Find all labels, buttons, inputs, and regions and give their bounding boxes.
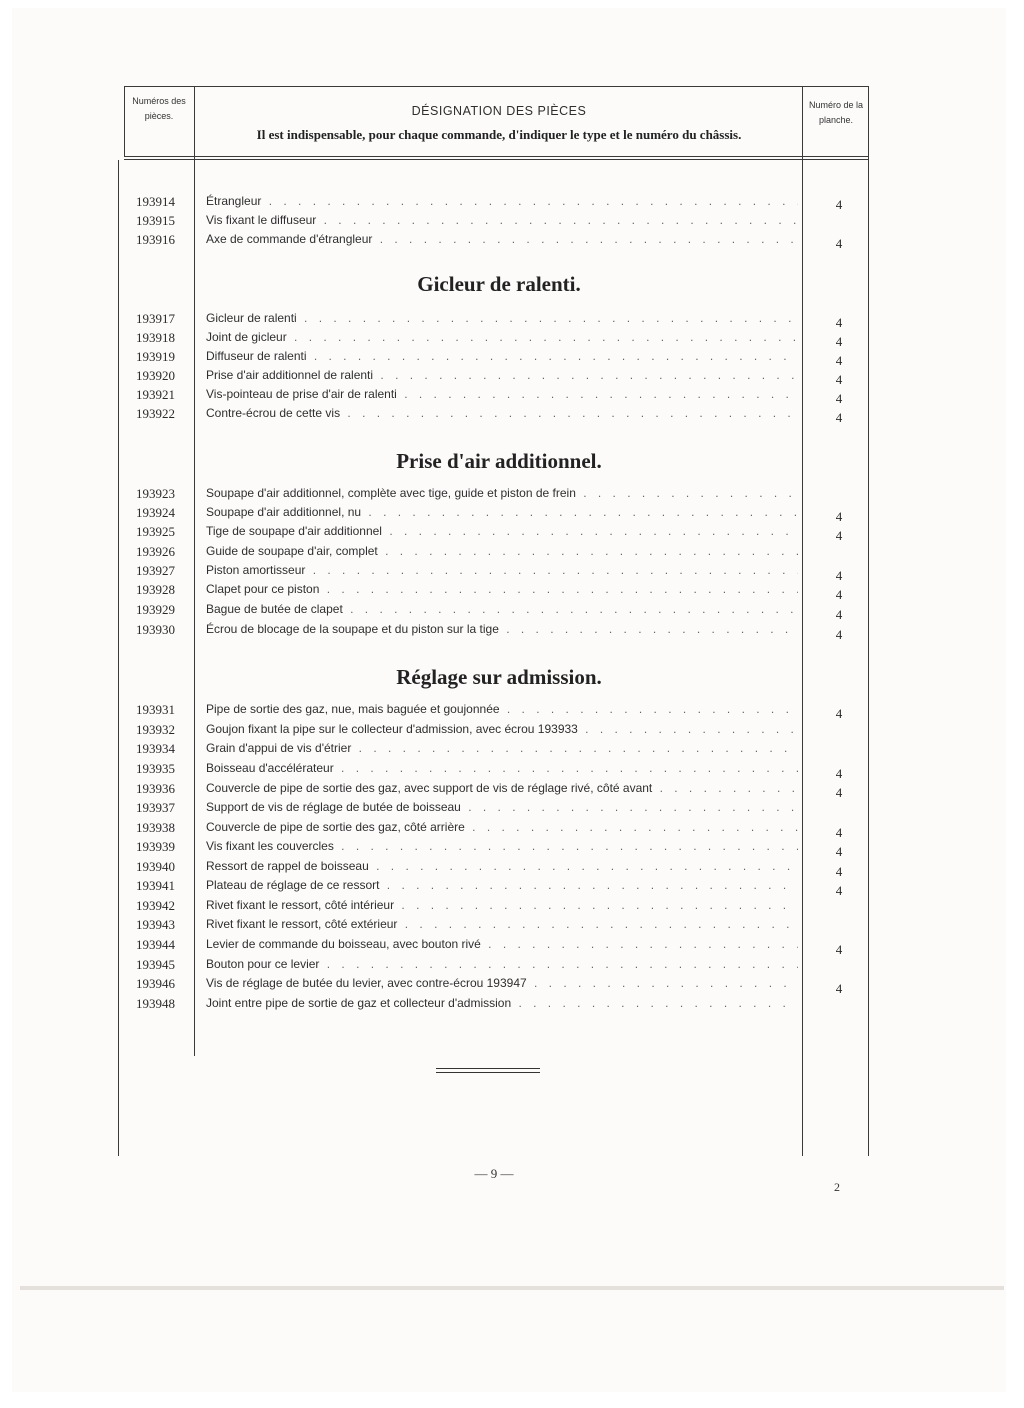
- table-row: [118, 859, 878, 878]
- table-row: [118, 937, 878, 956]
- table-row: [118, 976, 878, 995]
- part-number: 193937: [136, 800, 175, 815]
- part-designation: Goujon fixant la pipe sur le collecteur d'admission, avec écrou 193933 . . .: [206, 722, 798, 736]
- plate-number: 4: [835, 844, 843, 859]
- part-number: 193934: [136, 741, 175, 756]
- part-number: 193929: [136, 602, 175, 617]
- table-row: [118, 368, 878, 387]
- table-row: [118, 602, 878, 621]
- part-designation: Ressort de rappel de boisseau . . .: [206, 859, 798, 873]
- part-designation: Piston amortisseur . . .: [206, 563, 798, 577]
- part-designation: Vis-pointeau de prise d'air de ralenti . . .: [206, 387, 798, 401]
- part-number: 193946: [136, 976, 175, 991]
- part-designation: Vis fixant les couvercles . . .: [206, 839, 798, 853]
- part-designation: Boisseau d'accélérateur . . .: [206, 761, 798, 775]
- part-designation: Support de vis de réglage de butée de boisseau . . .: [206, 800, 798, 814]
- table-row: [118, 349, 878, 368]
- part-designation: Pipe de sortie des gaz, nue, mais baguée et goujonnée . . .: [206, 702, 798, 716]
- table-row: [118, 722, 878, 741]
- closing-rule-top: [436, 1068, 540, 1069]
- plate-number: 4: [835, 825, 843, 840]
- part-designation: Vis de réglage de butée du levier, avec contre-écrou 193947 . . .: [206, 976, 798, 990]
- part-number: 193926: [136, 544, 175, 559]
- closing-rule-bottom: [436, 1072, 540, 1073]
- part-designation: Axe de commande d'étrangleur . . .: [206, 232, 798, 246]
- table-row: [118, 820, 878, 839]
- section-title: Gicleur de ralenti.: [417, 272, 581, 296]
- part-number: 193930: [136, 622, 175, 637]
- table-row: [118, 702, 878, 721]
- table-row: [118, 582, 878, 601]
- part-number: 193935: [136, 761, 175, 776]
- table-row: [118, 957, 878, 976]
- part-number: 193948: [136, 996, 175, 1011]
- plate-number: 4: [835, 785, 843, 800]
- part-number: 193943: [136, 917, 175, 932]
- table-row: [118, 194, 878, 213]
- plate-number: 4: [835, 353, 843, 368]
- plate-number: 4: [835, 509, 843, 524]
- part-designation: Soupape d'air additionnel, complète avec tige, guide et piston de frein . . .: [206, 486, 798, 500]
- header-col-plate: Numéro de la planche.: [808, 100, 864, 125]
- signature-mark: 2: [834, 1180, 840, 1194]
- plate-number: 4: [835, 528, 843, 543]
- part-number: 193942: [136, 898, 175, 913]
- table-row: [118, 213, 878, 232]
- table-row: [118, 563, 878, 582]
- table-row: [118, 544, 878, 563]
- section-title: Réglage sur admission.: [396, 665, 602, 689]
- part-number: 193944: [136, 937, 175, 952]
- table-row: [118, 232, 878, 251]
- part-designation: Contre-écrou de cette vis . . .: [206, 406, 798, 420]
- header-bottom-border-2: [124, 159, 869, 160]
- part-designation: Vis fixant le diffuseur . . .: [206, 213, 798, 227]
- table-row: [118, 486, 878, 505]
- part-designation: Guide de soupape d'air, complet . . .: [206, 544, 798, 558]
- part-designation: Tige de soupape d'air additionnel . . .: [206, 524, 798, 538]
- plate-number: 4: [835, 864, 843, 879]
- plate-number: 4: [835, 410, 843, 425]
- part-number: 193924: [136, 505, 175, 520]
- part-designation: Étrangleur . . .: [206, 194, 798, 208]
- part-number: 193940: [136, 859, 175, 874]
- part-designation: Prise d'air additionnel de ralenti . . .: [206, 368, 798, 382]
- part-number: 193936: [136, 781, 175, 796]
- part-designation: Plateau de réglage de ce ressort . . .: [206, 878, 798, 892]
- header-note: Il est indispensable, pour chaque commande, d'indiquer le type et le numéro du châssis.: [256, 127, 742, 142]
- header-bottom-border: [124, 156, 869, 157]
- table-row: [118, 917, 878, 936]
- part-designation: Rivet fixant le ressort, côté intérieur . . .: [206, 898, 798, 912]
- part-designation: Bague de butée de clapet . . .: [206, 602, 798, 616]
- part-number: 193920: [136, 368, 175, 383]
- table-row: [118, 741, 878, 760]
- part-number: 193925: [136, 524, 175, 539]
- part-number: 193927: [136, 563, 175, 578]
- plate-number: 4: [835, 766, 843, 781]
- header-title: DÉSIGNATION DES PIÈCES: [411, 104, 587, 118]
- plate-number: 4: [835, 372, 843, 387]
- part-number: 193939: [136, 839, 175, 854]
- part-number: 193917: [136, 311, 175, 326]
- plate-number: 4: [835, 942, 843, 957]
- table-row: [118, 781, 878, 800]
- table-row: [118, 996, 878, 1015]
- table-row: [118, 898, 878, 917]
- table-top-border: [124, 86, 869, 87]
- part-number: 193918: [136, 330, 175, 345]
- part-number: 193928: [136, 582, 175, 597]
- paper-fold: [20, 1286, 1004, 1290]
- plate-number: 4: [835, 706, 843, 721]
- part-designation: Joint entre pipe de sortie de gaz et collecteur d'admission . . .: [206, 996, 798, 1010]
- table-row: [118, 524, 878, 543]
- plate-number: 4: [835, 883, 843, 898]
- plate-number: 4: [835, 315, 843, 330]
- part-number: 193915: [136, 213, 175, 228]
- part-designation: Soupape d'air additionnel, nu . . .: [206, 505, 798, 519]
- part-designation: Grain d'appui de vis d'étrier . . .: [206, 741, 798, 755]
- table-row: [118, 406, 878, 425]
- page-number: — 9 —: [474, 1166, 514, 1181]
- plate-number: 4: [835, 568, 843, 583]
- plate-number: 4: [835, 627, 843, 642]
- part-number: 193945: [136, 957, 175, 972]
- plate-number: 4: [835, 236, 843, 251]
- part-number: 193941: [136, 878, 175, 893]
- table-row: [118, 330, 878, 349]
- part-designation: Bouton pour ce levier . . .: [206, 957, 798, 971]
- table-row: [118, 622, 878, 641]
- part-number: 193923: [136, 486, 175, 501]
- part-number: 193932: [136, 722, 175, 737]
- plate-number: 4: [835, 587, 843, 602]
- part-number: 193916: [136, 232, 175, 247]
- part-number: 193922: [136, 406, 175, 421]
- table-left-border: [124, 86, 125, 156]
- plate-number: 4: [835, 197, 843, 212]
- part-designation: Couvercle de pipe de sortie des gaz, côté arrière . . .: [206, 820, 798, 834]
- plate-number: 4: [835, 391, 843, 406]
- table-row: [118, 387, 878, 406]
- part-number: 193919: [136, 349, 175, 364]
- table-row: [118, 761, 878, 780]
- table-row: [118, 878, 878, 897]
- section-title: Prise d'air additionnel.: [396, 449, 602, 473]
- table-row: [118, 311, 878, 330]
- part-number: 193931: [136, 702, 175, 717]
- part-designation: Diffuseur de ralenti . . .: [206, 349, 798, 363]
- header-col-num: Numéros des pièces.: [132, 96, 186, 121]
- plate-number: 4: [835, 607, 843, 622]
- plate-number: 4: [835, 334, 843, 349]
- part-designation: Joint de gicleur . . .: [206, 330, 798, 344]
- part-number: 193914: [136, 194, 175, 209]
- part-designation: Rivet fixant le ressort, côté extérieur . . .: [206, 917, 798, 931]
- table-row: [118, 505, 878, 524]
- table-row: [118, 800, 878, 819]
- part-designation: Écrou de blocage de la soupape et du piston sur la tige . . .: [206, 622, 798, 636]
- part-designation: Clapet pour ce piston . . .: [206, 582, 798, 596]
- part-number: 193921: [136, 387, 175, 402]
- table-row: [118, 839, 878, 858]
- part-designation: Levier de commande du boisseau, avec bouton rivé . . .: [206, 937, 798, 951]
- part-designation: Couvercle de pipe de sortie des gaz, avec support de vis de réglage rivé, côté avant . . .: [206, 781, 798, 795]
- plate-number: 4: [835, 981, 843, 996]
- part-number: 193938: [136, 820, 175, 835]
- part-designation: Gicleur de ralenti . . .: [206, 311, 798, 325]
